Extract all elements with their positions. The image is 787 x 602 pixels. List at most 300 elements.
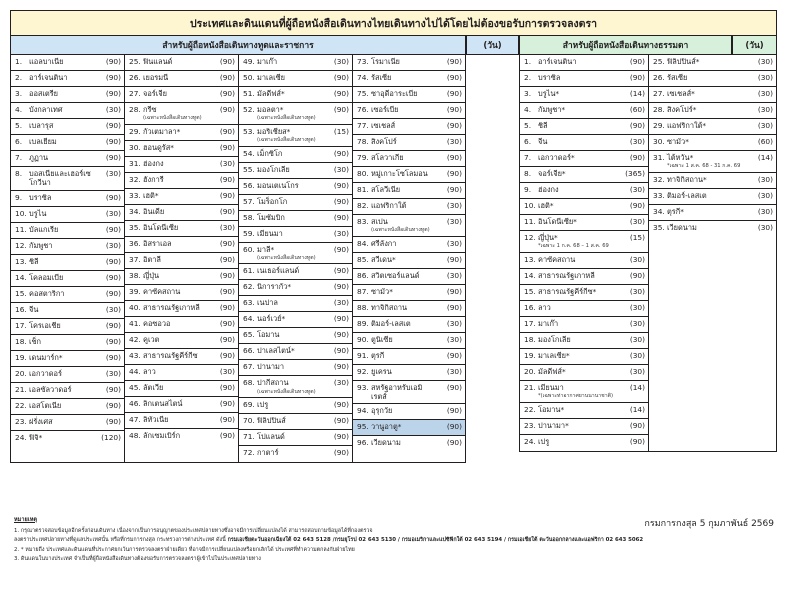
country-name: เช็ก xyxy=(29,336,42,346)
allowed-days: (30) xyxy=(629,302,645,312)
country-index: 66. xyxy=(243,346,255,356)
allowed-days: (30) xyxy=(333,164,349,174)
official-passport-country-columns xyxy=(10,55,519,463)
country-name: อินโดนีเซีย xyxy=(143,222,179,232)
country-row xyxy=(649,221,776,237)
official-column-4 xyxy=(352,55,466,463)
country-name: สาธารณรัฐคีร์กีซ* xyxy=(538,286,597,296)
allowed-days: (90) xyxy=(446,73,462,82)
country-row xyxy=(11,191,124,207)
allowed-days: (30) xyxy=(219,222,235,232)
country-name: อาร์เจนตินา xyxy=(29,73,68,82)
country-index: 28. xyxy=(653,105,665,114)
country-index: 14. xyxy=(15,272,27,282)
allowed-days: (30) xyxy=(446,201,462,210)
allowed-days: (90) xyxy=(219,270,235,280)
country-index: 75. xyxy=(357,89,369,98)
country-index: 93. xyxy=(357,382,369,392)
country-name: เบลเยียม xyxy=(29,137,57,146)
country-index: 29. xyxy=(129,126,141,136)
allowed-days: (30) xyxy=(757,105,773,114)
allowed-days: (30) xyxy=(446,270,462,280)
country-name: ปาเลสไตน์* xyxy=(257,346,295,356)
allowed-days: (90) xyxy=(105,57,121,66)
country-name: โมร็อกโก xyxy=(257,196,288,206)
country-row xyxy=(353,215,465,237)
allowed-days: (90) xyxy=(219,430,235,440)
country-index: 20. xyxy=(524,366,536,376)
allowed-days: (30) xyxy=(446,318,462,328)
country-name: เฮติ* xyxy=(538,201,554,210)
country-name: เอลซัลวาดอร์ xyxy=(29,384,72,394)
country-row xyxy=(125,301,238,317)
country-index: 49. xyxy=(243,57,255,66)
country-index: 74. xyxy=(357,73,369,82)
country-index: 62. xyxy=(243,282,255,292)
ordinary-column-2 xyxy=(648,55,777,452)
country-row xyxy=(11,399,124,415)
country-index: 10. xyxy=(524,201,536,210)
ordinary-passport-country-columns xyxy=(519,55,777,452)
note-2: 2. * หมายถึง ประเทศและดินแดนที่ประกาศยกเว้นการตรวจลงตราฝ่ายเดียว ที่อาจมีการเปลี่ยนแปลงหรือยกเลิกได้ ประเทศที่ทำความตกลงกับฝ่ายไทย xyxy=(14,546,355,553)
country-name: มองโกเลีย xyxy=(538,334,571,344)
allowed-days: (30) xyxy=(446,366,462,376)
allowed-days: (90) xyxy=(333,266,349,276)
country-index: 5. xyxy=(15,121,23,130)
allowed-days: (90) xyxy=(446,153,462,162)
country-note: *เฉพาะ 1 ก.ค. 68 – 1 ส.ค. 69 xyxy=(538,243,609,250)
allowed-days: (90) xyxy=(219,318,235,328)
allowed-days: (60) xyxy=(757,137,773,146)
allowed-days: (90) xyxy=(446,406,462,416)
country-name: คาซัคสถาน xyxy=(538,254,576,264)
country-name: มอลตา* (เฉพาะหนังสือเดินทางทูต) xyxy=(257,105,325,122)
allowed-days: (90) xyxy=(446,185,462,194)
country-name: คูเวต xyxy=(143,334,160,344)
country-row xyxy=(520,167,648,183)
allowed-days: (90) xyxy=(629,73,645,82)
country-name: ฟิลิปปินส์ xyxy=(257,416,286,425)
country-index: 23. xyxy=(15,416,27,426)
allowed-days: (90) xyxy=(219,105,235,114)
country-row xyxy=(239,179,352,195)
country-index: 43. xyxy=(129,350,141,360)
country-row xyxy=(11,431,124,447)
allowed-days: (90) xyxy=(333,432,349,441)
country-name: โครเอเชีย xyxy=(29,320,61,330)
country-name: ตุรกี* xyxy=(667,206,684,216)
country-index: 33. xyxy=(653,190,665,200)
country-index: 57. xyxy=(243,196,255,206)
note-1-line-2 xyxy=(14,536,774,544)
country-index: 22. xyxy=(524,404,536,414)
allowed-days: (120) xyxy=(101,432,121,442)
allowed-days: (90) xyxy=(629,153,645,162)
country-name: ไต้หวัน* *เฉพาะ 1 ส.ค. 68 - 31 ก.ค. 69 xyxy=(667,153,749,170)
country-index: 25. xyxy=(129,57,141,66)
allowed-days: (30) xyxy=(629,334,645,344)
country-index: 15. xyxy=(524,286,536,296)
country-name: สวีเดน* xyxy=(371,254,396,264)
country-row xyxy=(125,349,238,365)
country-name: บราซิล xyxy=(29,192,52,202)
country-index: 11. xyxy=(15,224,27,234)
country-row xyxy=(125,253,238,269)
country-index: 4. xyxy=(524,105,532,114)
allowed-days: (90) xyxy=(219,174,235,184)
allowed-days: (14) xyxy=(629,382,645,392)
country-row xyxy=(520,253,648,269)
official-column-3 xyxy=(238,55,352,463)
country-row xyxy=(11,255,124,271)
allowed-days: (14) xyxy=(629,404,645,414)
country-index: 7. xyxy=(15,153,23,162)
country-index: 4. xyxy=(15,105,23,114)
allowed-days: (90) xyxy=(105,320,121,330)
allowed-days: (90) xyxy=(333,196,349,206)
country-name: โปแลนด์ xyxy=(257,432,285,441)
allowed-days: (90) xyxy=(105,336,121,346)
country-row xyxy=(11,383,124,399)
country-row xyxy=(520,285,648,301)
allowed-days: (90) xyxy=(219,414,235,424)
country-name: คอสตาริกา xyxy=(29,288,65,298)
country-name: สาธารณรัฐเกาหลี xyxy=(143,302,200,312)
country-row xyxy=(11,223,124,239)
issuing-authority-date: กรมการกงสุล 5 กุมภาพันธ์ 2569 xyxy=(644,519,774,529)
country-name: สโลวีเนีย xyxy=(371,185,401,194)
country-name: ลาว xyxy=(538,302,551,312)
country-name: ญี่ปุ่น xyxy=(143,270,160,280)
country-row xyxy=(11,303,124,319)
country-index: 59. xyxy=(243,228,255,238)
country-index: 42. xyxy=(129,334,141,344)
country-row xyxy=(239,376,352,398)
country-name: ฟิจิ* xyxy=(29,432,43,442)
country-row xyxy=(520,103,648,119)
country-index: 94. xyxy=(357,406,369,416)
country-row xyxy=(520,419,648,435)
ordinary-passport-header: สำหรับผู้ถือหนังสือเดินทางธรรมดา xyxy=(519,36,732,55)
country-index: 12. xyxy=(15,240,27,250)
note-1-contact-2: กรมยุโรป 02 643 5130 / กรมอเมริกาและแปซิฟิกใต้ 02 643 5194 / กรมเอเชียใต้ ตะวันออกกลางและแอฟริกา 02 643 5062 xyxy=(334,537,644,544)
country-index: 15. xyxy=(15,288,27,298)
country-name: มอริเชียส* (เฉพาะหนังสือเดินทางทูต) xyxy=(257,127,325,144)
country-index: 47. xyxy=(129,414,141,424)
country-row xyxy=(520,151,648,167)
country-name: หมู่เกาะโซโลมอน xyxy=(371,169,428,178)
country-name: มาเลเซีย* xyxy=(538,350,570,360)
country-name: เดนมาร์ก* xyxy=(29,352,63,362)
allowed-days: (15) xyxy=(629,233,645,242)
country-row xyxy=(125,317,238,333)
country-index: 20. xyxy=(15,368,27,378)
country-index: 85. xyxy=(357,254,369,264)
country-index: 44. xyxy=(129,366,141,376)
country-name: ภูฏาน xyxy=(29,153,49,162)
country-index: 73. xyxy=(357,57,369,66)
country-name: อิตาลี xyxy=(143,254,161,264)
country-row xyxy=(125,381,238,397)
country-row xyxy=(649,71,776,87)
allowed-days: (30) xyxy=(446,238,462,248)
country-name: กัมพูชา* xyxy=(538,105,566,114)
country-name: ตูนิเซีย xyxy=(371,334,393,344)
country-row xyxy=(239,103,352,125)
official-column-1 xyxy=(10,55,124,463)
country-row xyxy=(353,269,465,285)
country-name: ญี่ปุ่น* *เฉพาะ 1 ก.ค. 68 – 1 ส.ค. 69 xyxy=(538,233,621,250)
country-index: 30. xyxy=(129,142,141,152)
country-index: 46. xyxy=(129,398,141,408)
country-name: คาซัคสถาน xyxy=(143,286,181,296)
country-index: 81. xyxy=(357,185,369,194)
country-name: มัลดีฟส์* xyxy=(538,366,566,376)
allowed-days: (90) xyxy=(333,400,349,409)
country-row xyxy=(353,87,465,103)
allowed-days: (30) xyxy=(333,298,349,308)
allowed-days: (90) xyxy=(219,382,235,392)
country-index: 40. xyxy=(129,302,141,312)
country-row xyxy=(353,55,465,71)
country-name: คอซอวอ xyxy=(143,318,171,328)
country-name: เซอร์เบีย xyxy=(371,105,399,114)
footer xyxy=(14,516,774,565)
allowed-days: (90) xyxy=(446,121,462,130)
country-name: จีน xyxy=(29,304,39,314)
country-row xyxy=(11,367,124,383)
notes-heading: หมายเหตุ xyxy=(14,517,38,523)
allowed-days: (90) xyxy=(219,206,235,216)
country-name: เปรู xyxy=(538,436,550,446)
allowed-days: (90) xyxy=(219,350,235,360)
country-row xyxy=(239,55,352,71)
allowed-days: (90) xyxy=(219,334,235,344)
country-index: 24. xyxy=(524,436,536,446)
country-name: แอฟริกาใต้ xyxy=(371,201,407,210)
country-row xyxy=(239,195,352,211)
country-index: 21. xyxy=(524,382,536,392)
country-index: 13. xyxy=(524,254,536,264)
allowed-days: (90) xyxy=(219,57,235,66)
country-name: มาเก๊า xyxy=(538,318,559,328)
allowed-days: (90) xyxy=(333,282,349,292)
country-row xyxy=(11,87,124,103)
country-index: 9. xyxy=(15,192,23,202)
country-index: 61. xyxy=(243,266,255,276)
allowed-days: (90) xyxy=(105,153,121,162)
country-row xyxy=(649,135,776,151)
country-index: 56. xyxy=(243,180,255,190)
country-name: ลิกเตนสไตน์ xyxy=(143,398,183,408)
country-name: อาร์เจนตินา xyxy=(538,57,577,66)
country-row xyxy=(649,151,776,173)
country-index: 6. xyxy=(524,137,532,146)
country-index: 8. xyxy=(15,169,23,178)
note-1-line-2-prefix: ลงตราประเทศปลายทางที่ดูแลประเทศนั้น หรือที่กรมการกงสุล กระทรวงการต่างประเทศ ดังนี้ xyxy=(14,537,228,544)
allowed-days: (90) xyxy=(105,384,121,394)
country-name: ติมอร์-เลสเต xyxy=(371,318,411,328)
country-row xyxy=(125,71,238,87)
country-index: 68. xyxy=(243,378,255,388)
country-name: ทาจิกิสถาน* xyxy=(667,174,707,184)
allowed-days: (30) xyxy=(757,121,773,130)
country-index: 35. xyxy=(129,222,141,232)
country-row xyxy=(520,333,648,349)
allowed-days: (90) xyxy=(219,190,235,200)
country-row xyxy=(125,221,238,237)
country-row xyxy=(125,157,238,173)
allowed-days: (90) xyxy=(333,148,349,158)
country-row xyxy=(239,147,352,163)
country-name: เม็กซิโก xyxy=(257,148,283,158)
country-row xyxy=(239,446,352,462)
allowed-days: (14) xyxy=(629,89,645,98)
country-name: ฝรั่งเศส xyxy=(29,416,53,426)
allowed-days: (90) xyxy=(333,73,349,82)
country-row xyxy=(239,227,352,243)
country-index: 83. xyxy=(357,217,369,226)
allowed-days: (30) xyxy=(757,89,773,98)
country-row xyxy=(125,333,238,349)
allowed-days: (90) xyxy=(105,137,121,146)
country-name: ออสเตรีย xyxy=(29,89,59,98)
country-index: 86. xyxy=(357,270,369,280)
country-index: 69. xyxy=(243,400,255,409)
country-row xyxy=(520,183,648,199)
country-row xyxy=(239,243,352,265)
country-name: ติมอร์-เลสเต xyxy=(667,190,707,200)
country-index: 41. xyxy=(129,318,141,328)
country-index: 35. xyxy=(653,222,665,232)
country-name: ฟินแลนด์ xyxy=(143,57,173,66)
country-row xyxy=(125,87,238,103)
allowed-days: (90) xyxy=(629,201,645,210)
country-name: นิการากัว* xyxy=(257,282,292,292)
country-note: (เฉพาะหนังสือเดินทางทูต) xyxy=(257,137,316,143)
country-index: 25. xyxy=(653,57,665,66)
country-name: นอร์เวย์* xyxy=(257,314,286,324)
country-name: บังกลาเทศ xyxy=(29,105,63,114)
country-name: ปานามา* xyxy=(538,420,569,430)
country-name: กัมพูชา xyxy=(29,240,53,250)
country-row xyxy=(11,71,124,87)
country-row xyxy=(353,183,465,199)
allowed-days: (30) xyxy=(629,254,645,264)
country-row xyxy=(125,55,238,71)
note-1-contact-1: กรมเอเชียตะวันออกเฉียงใต้ 02 643 5128 / xyxy=(227,537,335,544)
allowed-days: (90) xyxy=(219,73,235,82)
country-row xyxy=(11,55,124,71)
country-index: 29. xyxy=(653,121,665,130)
country-index: 16. xyxy=(524,302,536,312)
country-row xyxy=(125,269,238,285)
allowed-days: (90) xyxy=(446,350,462,360)
country-index: 27. xyxy=(653,89,665,98)
allowed-days: (30) xyxy=(105,368,121,378)
country-name: เวียดนาม xyxy=(667,222,697,232)
country-row xyxy=(125,237,238,253)
country-row xyxy=(520,71,648,87)
country-index: 34. xyxy=(653,206,665,216)
country-row xyxy=(239,71,352,87)
country-index: 91. xyxy=(357,350,369,360)
country-name: ลักเซมเบิร์ก xyxy=(143,430,181,440)
allowed-days: (90) xyxy=(446,169,462,178)
country-index: 76. xyxy=(357,105,369,114)
country-index: 87. xyxy=(357,286,369,296)
country-name: ฟิลิปปินส์* xyxy=(667,57,700,66)
allowed-days: (90) xyxy=(105,73,121,82)
country-index: 70. xyxy=(243,416,255,425)
allowed-days: (90) xyxy=(105,288,121,298)
allowed-days: (365) xyxy=(625,169,645,178)
country-index: 48. xyxy=(129,430,141,440)
country-index: 26. xyxy=(653,73,665,82)
country-index: 11. xyxy=(524,217,536,226)
allowed-days: (90) xyxy=(446,422,462,432)
country-name: ชิลี xyxy=(29,256,39,266)
country-note: (เฉพาะหนังสือเดินทางทูต) xyxy=(257,254,316,261)
country-row xyxy=(125,173,238,189)
allowed-days: (90) xyxy=(446,105,462,114)
country-name: สเปน (เฉพาะหนังสือเดินทางทูต) xyxy=(371,217,438,234)
country-index: 30. xyxy=(653,137,665,146)
country-name: มองโกเลีย xyxy=(257,164,290,174)
country-name: อิสราเอล xyxy=(143,238,172,248)
country-row xyxy=(239,414,352,430)
allowed-days: (30) xyxy=(446,137,462,146)
country-name: ซามัว* xyxy=(371,286,393,296)
allowed-days: (90) xyxy=(629,121,645,130)
country-name: ปานามา xyxy=(257,362,285,372)
country-name: มาลี* (เฉพาะหนังสือเดินทางทูต) xyxy=(257,245,325,262)
allowed-days: (90) xyxy=(105,192,121,202)
allowed-days: (90) xyxy=(446,57,462,66)
country-name: เมียนมา *(เฉพาะท่าอากาศยานนานาชาติ) xyxy=(538,383,621,400)
country-row xyxy=(239,163,352,179)
country-row xyxy=(353,237,465,253)
allowed-days: (90) xyxy=(446,438,462,448)
country-row xyxy=(125,285,238,301)
country-index: 34. xyxy=(129,206,141,216)
country-index: 1. xyxy=(15,57,23,66)
allowed-days: (90) xyxy=(333,105,349,114)
country-name: บอสเนียและเฮอร์เซโกวีนา xyxy=(29,169,91,188)
country-index: 2. xyxy=(524,73,532,82)
country-row xyxy=(11,335,124,351)
allowed-days: (90) xyxy=(219,142,235,152)
country-index: 21. xyxy=(15,384,27,394)
allowed-days: (15) xyxy=(333,126,349,136)
country-row xyxy=(11,135,124,151)
country-row xyxy=(239,344,352,360)
country-name: ทาจิกิสถาน xyxy=(371,302,408,312)
country-index: 12. xyxy=(524,233,536,242)
allowed-days: (30) xyxy=(333,228,349,238)
allowed-days: (30) xyxy=(757,73,773,82)
country-name: กัวเตมาลา* xyxy=(143,126,181,136)
country-row xyxy=(125,365,238,381)
country-name: เอกวาดอร์* xyxy=(538,153,575,162)
country-name: เซเชลส์* xyxy=(667,89,695,98)
allowed-days: (30) xyxy=(219,158,235,168)
allowed-days: (90) xyxy=(333,89,349,98)
country-name: แอฟริกาใต้* xyxy=(667,121,707,130)
country-index: 51. xyxy=(243,89,255,98)
country-row xyxy=(353,71,465,87)
country-name: บราซิล xyxy=(538,73,561,82)
